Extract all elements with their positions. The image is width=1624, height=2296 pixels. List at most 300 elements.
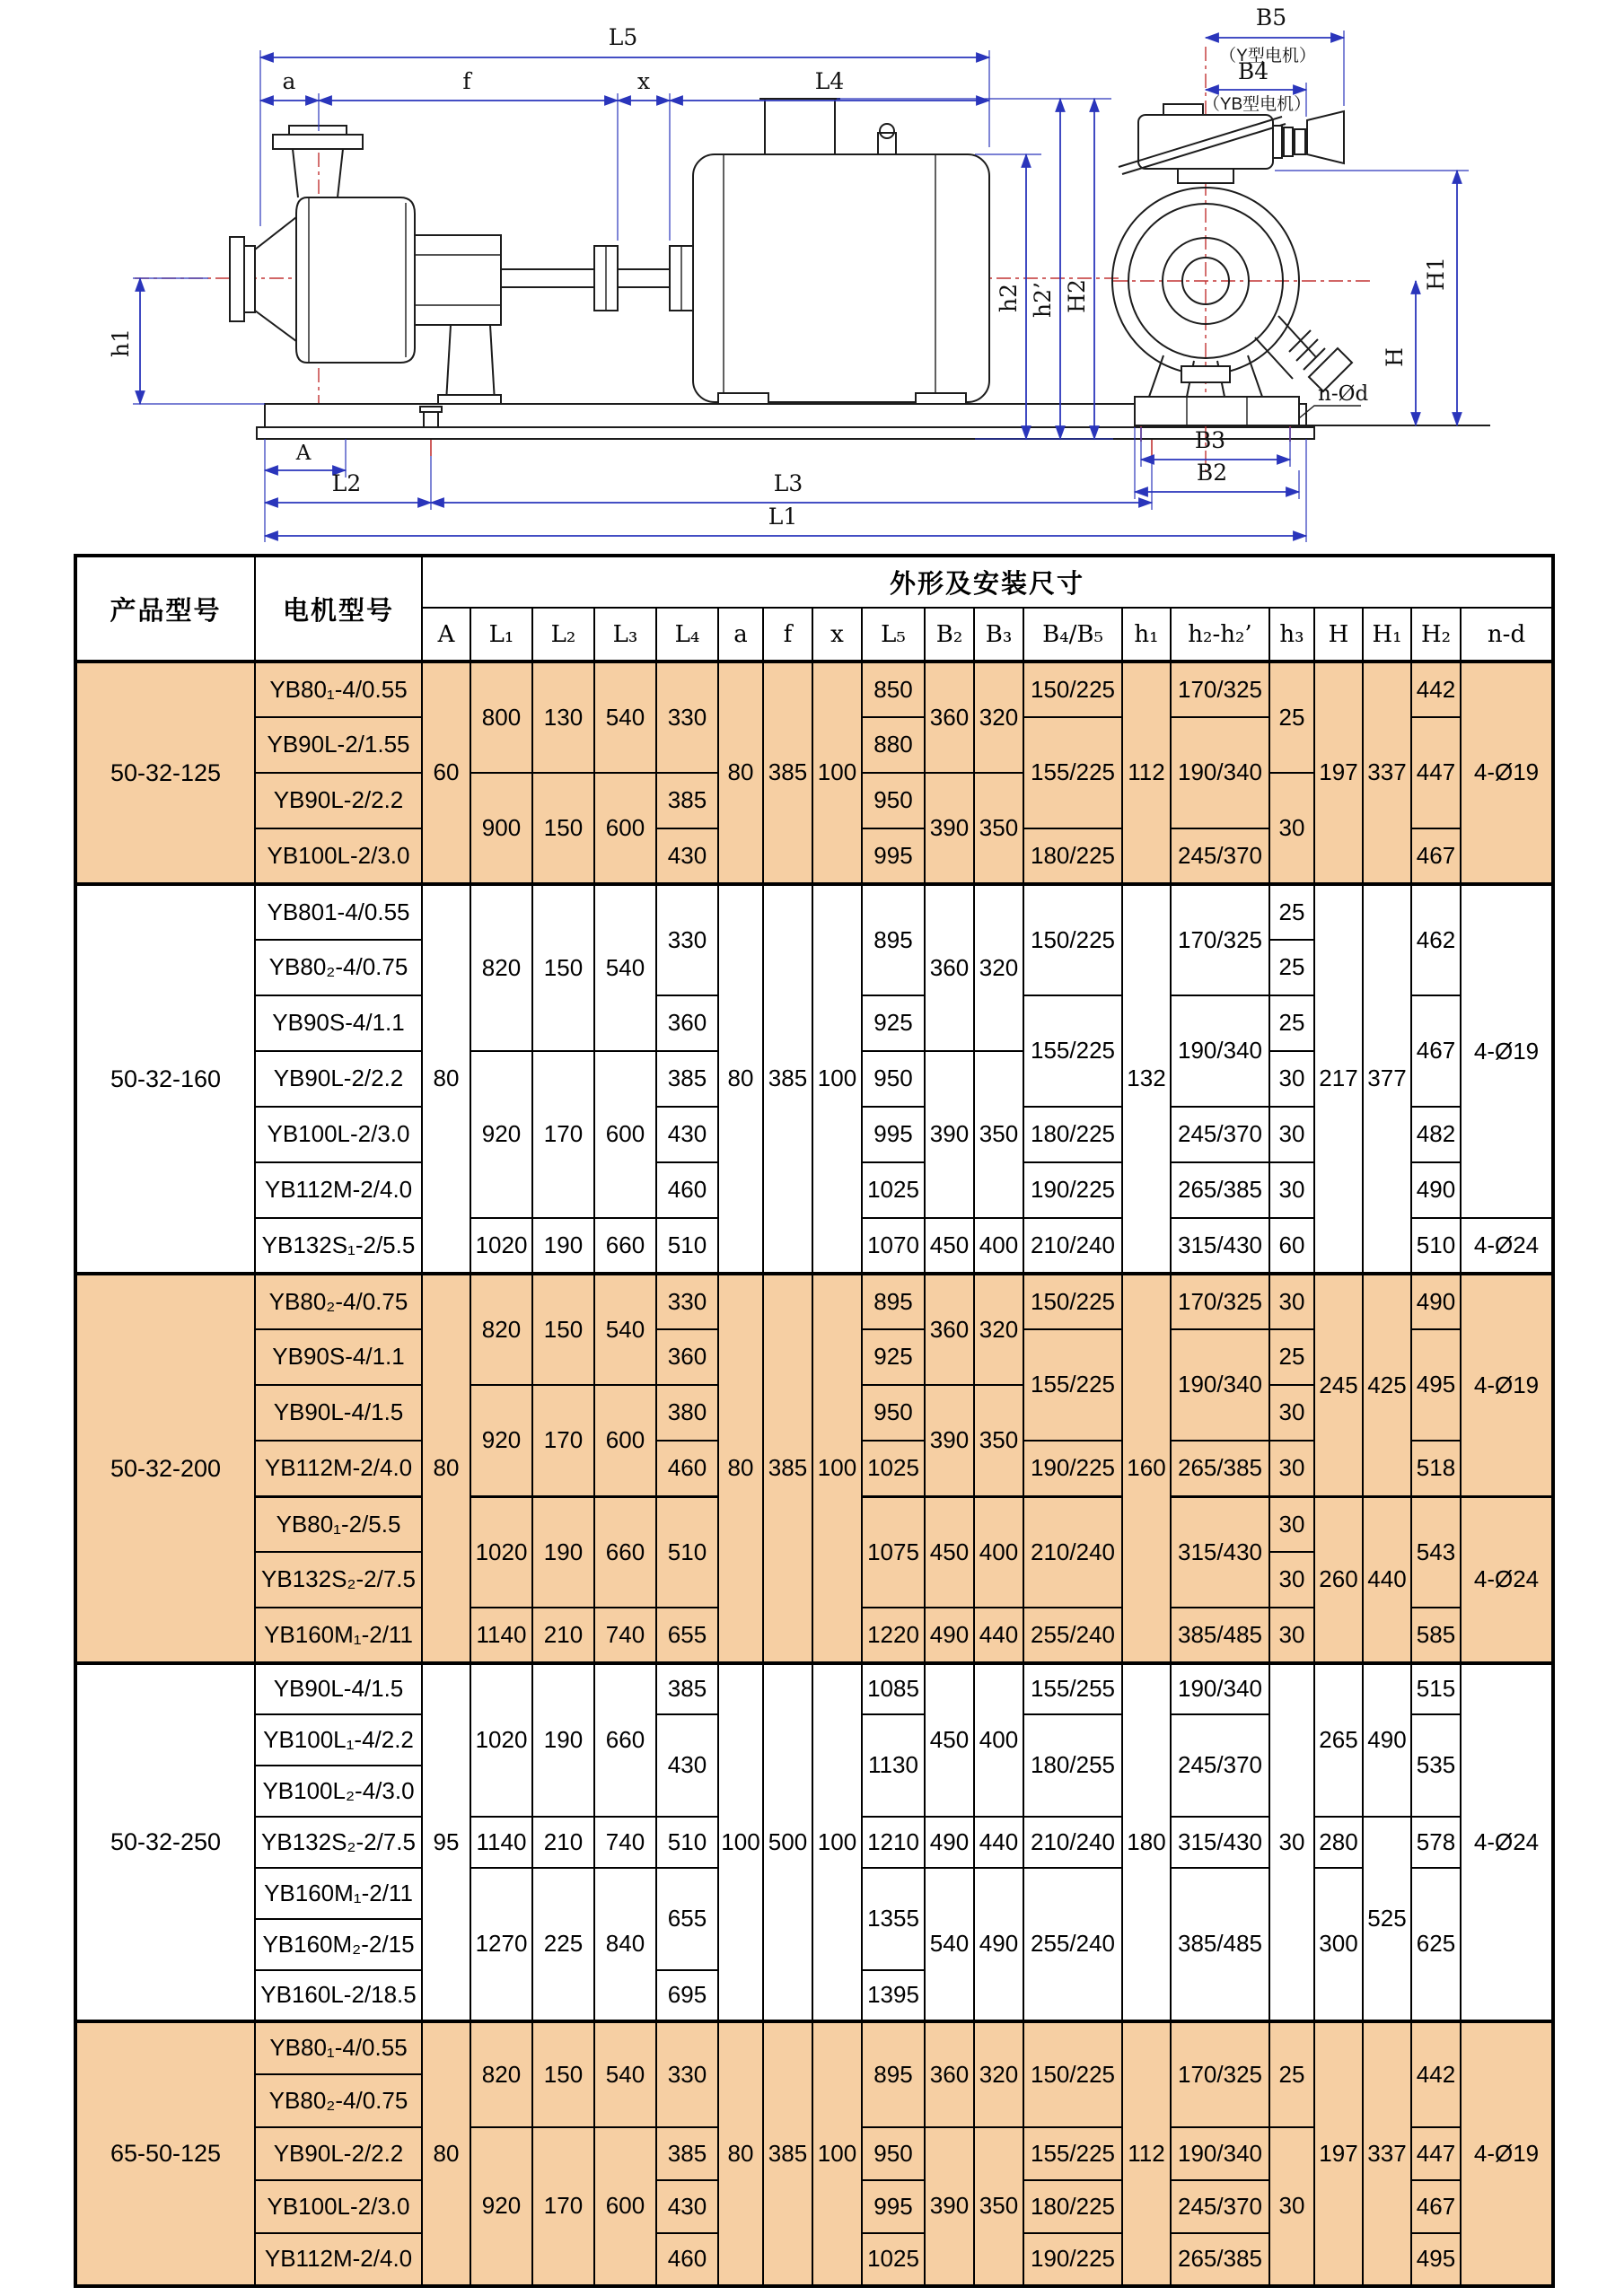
cell-h2: 170/325 [1171,662,1269,717]
cell-nd: 4-Ø24 [1461,1218,1553,1274]
cell-A: 95 [422,1663,470,2021]
cell-B2: 360 [925,2021,974,2127]
cell-h1: 112 [1122,2021,1171,2286]
cell-L5: 925 [862,1329,925,1385]
cell-B3: 440 [974,1608,1023,1663]
column-header-17: H₂ [1411,608,1461,662]
motor-model-cell: YB100L-2/3.0 [255,828,422,884]
cell-h2: 315/430 [1171,1817,1269,1868]
cell-B3: 320 [974,662,1023,773]
cell-B2: 390 [925,1051,974,1218]
cell-L4: 330 [656,1274,718,1329]
cell-A: 80 [422,2021,470,2286]
cell-L4: 430 [656,2180,718,2233]
column-header-0: A [422,608,470,662]
cell-H2: 490 [1411,1162,1461,1218]
cell-h3: 25 [1269,662,1314,773]
cell-L3: 740 [594,1608,656,1663]
cell-h2: 315/430 [1171,1496,1269,1608]
cell-h3: 30 [1269,1162,1314,1218]
cell-L3: 600 [594,1385,656,1496]
cell-L4: 380 [656,1385,718,1441]
motor-model-cell: YB90L-2/1.55 [255,717,422,773]
column-header-8: L₅ [862,608,925,662]
cell-L3: 540 [594,884,656,1051]
cell-L4: 510 [656,1496,718,1608]
cell-h2: 265/385 [1171,2233,1269,2286]
cell-B45: 155/225 [1023,717,1122,828]
cell-H2: 447 [1411,717,1461,828]
cell-H2: 467 [1411,995,1461,1107]
cell-h2: 265/385 [1171,1162,1269,1218]
cell-f: 385 [763,884,812,1274]
motor-model-cell: YB112M-2/4.0 [255,1441,422,1496]
cell-L2: 150 [532,884,594,1051]
cell-H2: 442 [1411,662,1461,717]
cell-H2: 462 [1411,884,1461,995]
cell-B2: 450 [925,1663,974,1817]
cell-B45: 150/225 [1023,662,1122,717]
cell-B2: 390 [925,1385,974,1496]
cell-B3: 350 [974,773,1023,884]
note-y-motor: （Y型电机） [1219,47,1316,66]
cell-L4: 360 [656,1329,718,1385]
cell-L5: 1210 [862,1817,925,1868]
column-header-14: h₃ [1269,608,1314,662]
motor-model-cell: YB160L-2/18.5 [255,1970,422,2021]
cell-L1: 1020 [470,1663,532,1817]
group-65-50-125 [75,2021,1553,2286]
cell-L2: 210 [532,1817,594,1868]
cell-B2: 490 [925,1817,974,1868]
cell-nd: 4-Ø19 [1461,884,1553,1218]
cell-f: 385 [763,2021,812,2286]
dim-label-B5: B5 [1255,4,1287,31]
dim-label-x: x [636,68,651,94]
motor-model-cell: YB100L-2/3.0 [255,1107,422,1162]
cell-L2: 170 [532,1051,594,1218]
cell-L3: 540 [594,662,656,773]
cell-L2: 150 [532,2021,594,2127]
cell-B3: 320 [974,2021,1023,2127]
cell-B45: 155/225 [1023,1329,1122,1441]
cell-L1: 800 [470,662,532,773]
cell-L3: 540 [594,2021,656,2127]
cell-L5: 895 [862,2021,925,2127]
cell-H2: 490 [1411,1274,1461,1329]
product-model-cell: 50-32-125 [75,662,255,884]
cell-A: 60 [422,662,470,884]
cell-B3: 350 [974,1051,1023,1218]
cell-B45: 255/240 [1023,1608,1122,1663]
cell-h2: 245/370 [1171,1714,1269,1817]
column-header-10: B₃ [974,608,1023,662]
cell-h1: 180 [1122,1663,1171,2021]
cell-x: 100 [812,884,862,1274]
dim-label-f: f [462,68,471,94]
cell-B3: 320 [974,884,1023,1051]
cell-L5: 995 [862,828,925,884]
column-header-15: H [1314,608,1363,662]
table-header [75,556,1553,662]
cell-L3: 660 [594,1663,656,1817]
cell-B45: 255/240 [1023,1868,1122,2021]
column-header-13: h₂-h₂’ [1171,608,1269,662]
cell-L1: 920 [470,2127,532,2286]
cell-h3: 30 [1269,1051,1314,1107]
column-header-1: L₁ [470,608,532,662]
cell-h2: 245/370 [1171,828,1269,884]
motor-model-cell: YB80₁-4/0.55 [255,2021,422,2074]
cell-B2: 450 [925,1496,974,1608]
cell-L2: 190 [532,1663,594,1817]
cell-h3: 30 [1269,1608,1314,1663]
cell-H1: 337 [1363,2021,1411,2286]
cell-L4: 330 [656,884,718,995]
cell-x: 100 [812,2021,862,2286]
motor-model-cell: YB132S₂-2/7.5 [255,1817,422,1868]
motor-model-cell: YB100L₁-4/2.2 [255,1714,422,1766]
cell-h2: 190/340 [1171,1663,1269,1714]
cell-B45: 150/225 [1023,884,1122,995]
dim-label-h2-prime: h2’ [1030,282,1056,318]
group-50-32-125 [75,662,1553,884]
pump-front-view [1112,4,1490,499]
cell-h3: 30 [1269,1552,1314,1608]
cell-h2: 190/340 [1171,1329,1269,1441]
cell-h3: 25 [1269,1329,1314,1385]
dim-label-L1: L1 [768,504,798,530]
cell-L5: 1075 [862,1496,925,1608]
cell-H2: 442 [1411,2021,1461,2127]
cell-h3: 30 [1269,1496,1314,1552]
cell-L5: 850 [862,662,925,717]
cell-B45: 180/255 [1023,1714,1122,1817]
cell-L3: 840 [594,1868,656,2021]
cell-H2: 495 [1411,1329,1461,1441]
cell-a: 80 [718,884,763,1274]
cell-L4: 460 [656,1441,718,1496]
motor-model-cell: YB132S₂-2/7.5 [255,1552,422,1608]
dim-label-L3: L3 [773,470,803,496]
cell-L4: 360 [656,995,718,1051]
cell-B45: 150/225 [1023,2021,1122,2127]
cell-B2: 390 [925,2127,974,2286]
cell-L5: 1025 [862,1162,925,1218]
motor-model-cell: YB80₁-2/5.5 [255,1496,422,1552]
cell-f: 500 [763,1663,812,2021]
cell-B2: 450 [925,1218,974,1274]
cell-H2: 482 [1411,1107,1461,1162]
cell-B2: 360 [925,1274,974,1385]
dim-label-B4: B4 [1237,58,1269,84]
cell-L5: 895 [862,884,925,995]
cell-L2: 150 [532,1274,594,1385]
cell-f: 385 [763,1274,812,1663]
cell-h2: 385/485 [1171,1608,1269,1663]
cell-H2: 467 [1411,2180,1461,2233]
cell-H: 197 [1314,2021,1363,2286]
column-header-3: L₃ [594,608,656,662]
motor-model-cell: YB90L-2/2.2 [255,1051,422,1107]
column-header-6: f [763,608,812,662]
column-header-9: B₂ [925,608,974,662]
cell-a: 80 [718,662,763,884]
cell-H2: 467 [1411,828,1461,884]
cell-L1: 820 [470,1274,532,1385]
cell-h3: 25 [1269,995,1314,1051]
cell-nd: 4-Ø24 [1461,1496,1553,1663]
cell-H2: 585 [1411,1608,1461,1663]
cell-h3: 30 [1269,1441,1314,1496]
cell-A: 80 [422,884,470,1274]
cell-h2: 170/325 [1171,884,1269,995]
cell-L5: 1395 [862,1970,925,2021]
cell-L4: 385 [656,1051,718,1107]
cell-B45: 180/225 [1023,2180,1122,2233]
cell-B3: 350 [974,2127,1023,2286]
cell-h2: 245/370 [1171,2180,1269,2233]
cell-L3: 600 [594,773,656,884]
cell-B45: 190/225 [1023,1441,1122,1496]
product-model-cell: 50-32-160 [75,884,255,1274]
cell-L5: 950 [862,2127,925,2180]
cell-h3: 30 [1269,1663,1314,2021]
cell-L3: 660 [594,1496,656,1608]
cell-L2: 130 [532,662,594,773]
dimension-table [74,554,1555,2288]
cell-L4: 430 [656,1107,718,1162]
cell-L3: 540 [594,1274,656,1385]
cell-h3: 25 [1269,2021,1314,2127]
dim-label-L4: L4 [814,68,845,94]
cell-h3: 25 [1269,940,1314,995]
cell-h2: 385/485 [1171,1868,1269,2021]
cell-L3: 600 [594,2127,656,2286]
motor-model-cell: YB160M₂-2/15 [255,1919,422,1970]
cell-L1: 920 [470,1385,532,1496]
cell-L2: 190 [532,1218,594,1274]
cell-H2: 578 [1411,1817,1461,1868]
cell-A: 80 [422,1274,470,1663]
cell-L4: 510 [656,1218,718,1274]
cell-L1: 920 [470,1051,532,1218]
cell-L2: 210 [532,1608,594,1663]
cell-B3: 350 [974,1385,1023,1496]
dimension-drawings [0,0,1624,551]
cell-h1: 132 [1122,884,1171,1274]
cell-H2: 515 [1411,1663,1461,1714]
dim-label-B3: B3 [1194,427,1226,453]
cell-B2: 360 [925,662,974,773]
motor-model-cell: YB100L₂-4/3.0 [255,1766,422,1817]
cell-B45: 155/225 [1023,995,1122,1107]
cell-L5: 1220 [862,1608,925,1663]
cell-L4: 460 [656,1162,718,1218]
group-50-32-160 [75,884,1553,1274]
cell-L5: 880 [862,717,925,773]
motor-model-cell: YB112M-2/4.0 [255,2233,422,2286]
cell-nd: 4-Ø19 [1461,662,1553,884]
dim-label-B2: B2 [1196,460,1228,486]
product-model-cell: 50-32-250 [75,1663,255,2021]
cell-B2: 360 [925,884,974,1051]
cell-L4: 460 [656,2233,718,2286]
cell-L2: 170 [532,2127,594,2286]
cell-h1: 112 [1122,662,1171,884]
cell-H2: 625 [1411,1868,1461,2021]
column-header-7: x [812,608,862,662]
cell-a: 100 [718,1663,763,2021]
cell-H: 265 [1314,1663,1363,1817]
dim-label-H2: H2 [1064,279,1090,313]
cell-B45: 155/255 [1023,1663,1122,1714]
cell-L3: 660 [594,1218,656,1274]
dim-label-L2: L2 [331,470,362,496]
motor-model-cell: YB801-4/0.55 [255,884,422,940]
cell-L1: 820 [470,884,532,1051]
cell-L4: 330 [656,662,718,773]
cell-B3: 490 [974,1868,1023,2021]
motor-model-cell: YB132S₁-2/5.5 [255,1218,422,1274]
dim-label-h1: h1 [108,328,134,358]
cell-B45: 210/240 [1023,1218,1122,1274]
column-header-11: B₄/B₅ [1023,608,1122,662]
cell-L2: 225 [532,1868,594,2021]
cell-H2: 447 [1411,2127,1461,2180]
cell-L2: 170 [532,1385,594,1496]
cell-H: 245 [1314,1274,1363,1496]
cell-H2: 543 [1411,1496,1461,1608]
cell-nd: 4-Ø19 [1461,1274,1553,1496]
cell-h2: 245/370 [1171,1107,1269,1162]
cell-h2: 170/325 [1171,1274,1269,1329]
dim-label-a: a [282,68,296,94]
cell-L1: 1020 [470,1496,532,1608]
cell-L4: 655 [656,1608,718,1663]
cell-L5: 950 [862,773,925,828]
cell-B45: 180/225 [1023,1107,1122,1162]
cell-H1: 440 [1363,1496,1411,1663]
cell-L5: 1025 [862,2233,925,2286]
column-header-2: L₂ [532,608,594,662]
cell-B3: 400 [974,1218,1023,1274]
cell-L4: 510 [656,1817,718,1868]
cell-B2: 490 [925,1608,974,1663]
cell-L5: 1130 [862,1714,925,1817]
dim-label-H1: H1 [1423,257,1449,291]
cell-L4: 385 [656,1663,718,1714]
cell-L4: 385 [656,2127,718,2180]
cell-h2: 265/385 [1171,1441,1269,1496]
cell-L4: 655 [656,1868,718,1970]
cell-h2: 315/430 [1171,1218,1269,1274]
cell-h3: 30 [1269,1107,1314,1162]
column-header-12: h₁ [1122,608,1171,662]
cell-H2: 518 [1411,1441,1461,1496]
cell-B45: 150/225 [1023,1274,1122,1329]
product-model-cell: 65-50-125 [75,2021,255,2286]
cell-a: 80 [718,2021,763,2286]
cell-H2: 495 [1411,2233,1461,2286]
cell-x: 100 [812,662,862,884]
cell-H1: 337 [1363,662,1411,884]
cell-h3: 60 [1269,1218,1314,1274]
header-product-model: 产品型号 [75,556,255,662]
cell-B3: 440 [974,1817,1023,1868]
cell-h2: 170/325 [1171,2021,1269,2127]
cell-a: 80 [718,1274,763,1663]
cell-L5: 995 [862,2180,925,2233]
cell-B2: 390 [925,773,974,884]
cell-L5: 995 [862,1107,925,1162]
cell-L5: 1085 [862,1663,925,1714]
motor-model-cell: YB160M₁-2/11 [255,1868,422,1919]
cell-h1: 160 [1122,1274,1171,1663]
cell-h2: 190/340 [1171,717,1269,828]
cell-h2: 190/340 [1171,995,1269,1107]
dim-label-A: A [295,442,312,465]
note-yb-motor: （YB型电机） [1202,95,1312,114]
motor-model-cell: YB80₂-4/0.75 [255,1274,422,1329]
motor-model-cell: YB160M₁-2/11 [255,1608,422,1663]
cell-L4: 695 [656,1970,718,2021]
cell-f: 385 [763,662,812,884]
motor-model-cell: YB80₁-4/0.55 [255,662,422,717]
cell-B45: 155/225 [1023,2127,1122,2180]
dim-label-h2: h2 [996,283,1022,313]
cell-L5: 950 [862,1051,925,1107]
cell-H: 300 [1314,1868,1363,2021]
cell-h3: 30 [1269,1274,1314,1329]
cell-L1: 820 [470,2021,532,2127]
cell-L5: 950 [862,1385,925,1441]
motor-model-cell: YB80₂-4/0.75 [255,2074,422,2127]
group-50-32-250 [75,1663,1553,2021]
cell-nd: 4-Ø24 [1461,1663,1553,2021]
cell-h3: 30 [1269,2127,1314,2286]
dim-label-L5: L5 [608,24,638,50]
motor-model-cell: YB90L-4/1.5 [255,1385,422,1441]
column-header-18: n-d [1461,608,1553,662]
cell-L1: 1140 [470,1817,532,1868]
cell-H: 217 [1314,884,1363,1274]
motor-model-cell: YB80₂-4/0.75 [255,940,422,995]
cell-L5: 1025 [862,1441,925,1496]
cell-H1: 425 [1363,1274,1411,1496]
pump-side-view [108,24,1314,542]
cell-L5: 895 [862,1274,925,1329]
cell-H1: 377 [1363,884,1411,1274]
motor-model-cell: YB90L-4/1.5 [255,1663,422,1714]
motor-model-cell: YB90L-2/2.2 [255,773,422,828]
cell-L1: 1020 [470,1218,532,1274]
cell-L1: 1140 [470,1608,532,1663]
cell-L1: 900 [470,773,532,884]
cell-h3: 25 [1269,884,1314,940]
cell-nd: 4-Ø19 [1461,2021,1553,2286]
cell-H2: 510 [1411,1218,1461,1274]
cell-H: 280 [1314,1817,1363,1868]
cell-h3: 30 [1269,1385,1314,1441]
product-model-cell: 50-32-200 [75,1274,255,1663]
cell-B45: 210/240 [1023,1496,1122,1608]
motor-model-cell: YB100L-2/3.0 [255,2180,422,2233]
cell-L2: 150 [532,773,594,884]
column-header-4: L₄ [656,608,718,662]
cell-L3: 740 [594,1817,656,1868]
motor-model-cell: YB90S-4/1.1 [255,1329,422,1385]
